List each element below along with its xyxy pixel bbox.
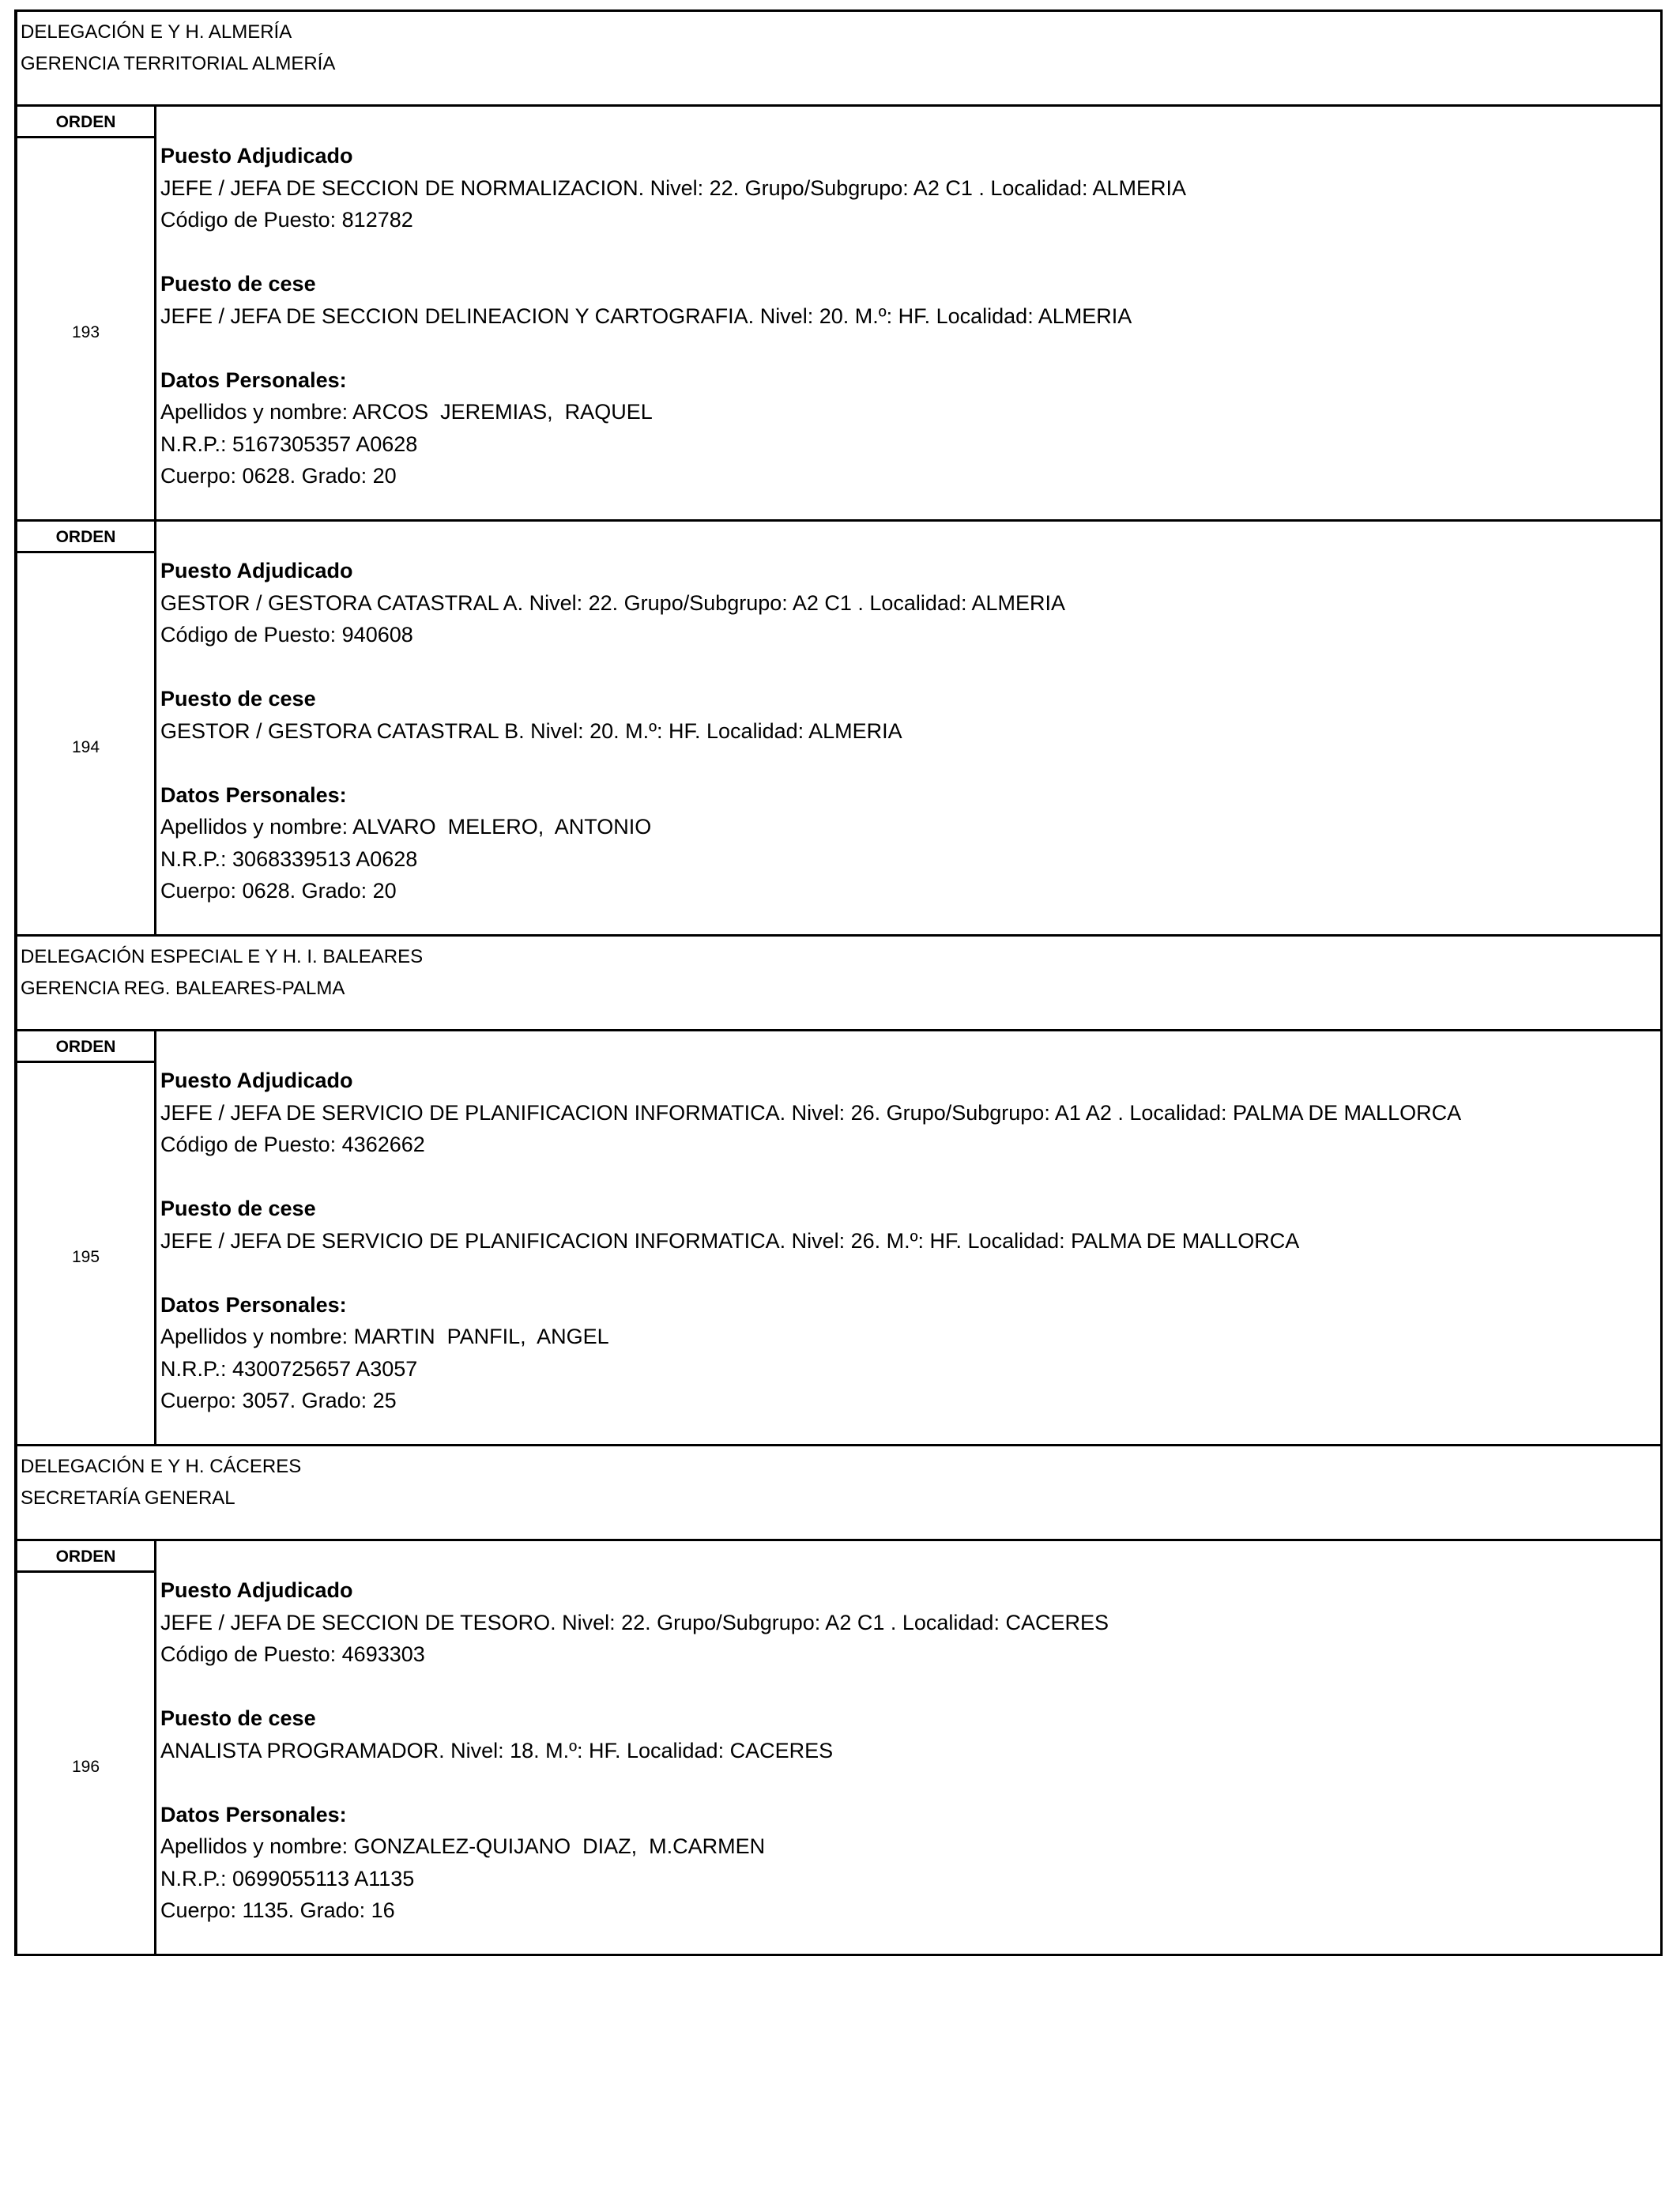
puesto-adjudicado-text: JEFE / JEFA DE SECCION DE NORMALIZACION. Nivel: 22. Grupo/Subgrupo: A2 C1 . Localidad: ALMERIA [160, 175, 1186, 200]
orden-label: ORDEN [17, 1031, 154, 1063]
datos-personales-heading: Datos Personales: [160, 368, 347, 392]
puesto-adjudicado-text: JEFE / JEFA DE SECCION DE TESORO. Nivel: 22. Grupo/Subgrupo: A2 C1 . Localidad: CACERES [160, 1610, 1109, 1634]
orden-label: ORDEN [17, 1541, 154, 1573]
codigo-puesto: Código de Puesto: 812782 [160, 208, 413, 232]
puesto-cese-text: ANALISTA PROGRAMADOR. Nivel: 18. M.º: HF. Localidad: CACERES [160, 1738, 834, 1762]
delegacion-name: DELEGACIÓN ESPECIAL E Y H. I. BALEARES [21, 946, 424, 967]
record-row [17, 1031, 1660, 1446]
record-details [156, 1541, 1660, 1954]
orden-column [17, 1031, 156, 1444]
orden-label: ORDEN [17, 107, 154, 138]
cuerpo-grado: Cuerpo: 0628. Grado: 20 [160, 464, 397, 488]
puesto-cese-text: JEFE / JEFA DE SERVICIO DE PLANIFICACION INFORMATICA. Nivel: 26. M.º: HF. Localidad: PALMA DE MALLORCA [160, 1228, 1300, 1253]
puesto-adjudicado-text: GESTOR / GESTORA CATASTRAL A. Nivel: 22. Grupo/Subgrupo: A2 C1 . Localidad: ALMERIA [160, 590, 1066, 615]
puesto-adjudicado-heading: Puesto Adjudicado [160, 559, 353, 582]
codigo-puesto: Código de Puesto: 4693303 [160, 1642, 425, 1666]
record-row [17, 522, 1660, 937]
delegacion-name: DELEGACIÓN E Y H. CÁCERES [21, 1456, 302, 1477]
delegacion-name: DELEGACIÓN E Y H. ALMERÍA [21, 21, 292, 43]
puesto-cese-text: GESTOR / GESTORA CATASTRAL B. Nivel: 20. M.º: HF. Localidad: ALMERIA [160, 718, 902, 743]
orden-column [17, 1541, 156, 1954]
cuerpo-grado: Cuerpo: 3057. Grado: 25 [160, 1389, 397, 1412]
datos-personales-heading: Datos Personales: [160, 782, 347, 807]
orden-number: 193 [71, 323, 100, 341]
section-header [17, 12, 1660, 107]
orden-number: 195 [71, 1248, 100, 1266]
cuerpo-grado: Cuerpo: 1135. Grado: 16 [160, 1898, 395, 1922]
puesto-cese-heading: Puesto de cese [160, 1197, 316, 1220]
record-row [17, 107, 1660, 522]
orden-number: 196 [71, 1758, 100, 1776]
gerencia-name: GERENCIA TERRITORIAL ALMERÍA [21, 53, 336, 74]
gerencia-name: GERENCIA REG. BALEARES-PALMA [21, 978, 345, 999]
codigo-puesto: Código de Puesto: 940608 [160, 623, 413, 647]
codigo-puesto: Código de Puesto: 4362662 [160, 1133, 425, 1156]
puesto-cese-heading: Puesto de cese [160, 272, 316, 296]
section-header [17, 937, 1660, 1031]
puesto-adjudicado-heading: Puesto Adjudicado [160, 144, 353, 168]
nrp: N.R.P.: 3068339513 A0628 [160, 846, 418, 871]
cuerpo-grado: Cuerpo: 0628. Grado: 20 [160, 879, 397, 903]
datos-personales-heading: Datos Personales: [160, 1292, 347, 1317]
record-row [17, 1541, 1660, 1956]
nrp: N.R.P.: 0699055113 A1135 [160, 1866, 415, 1891]
record-details [156, 107, 1660, 519]
orden-column [17, 107, 156, 519]
nrp: N.R.P.: 5167305357 A0628 [160, 432, 418, 456]
section-header [17, 1446, 1660, 1541]
record-details [156, 1031, 1660, 1444]
orden-label: ORDEN [17, 522, 154, 553]
orden-number: 194 [71, 738, 100, 756]
apellidos-nombre: Apellidos y nombre: MARTIN PANFIL, ANGEL [160, 1325, 609, 1348]
puesto-cese-heading: Puesto de cese [160, 687, 316, 711]
record-details [156, 522, 1660, 934]
apellidos-nombre: Apellidos y nombre: ALVARO MELERO, ANTONIO [160, 815, 652, 839]
document-table [14, 9, 1663, 1956]
puesto-adjudicado-heading: Puesto Adjudicado [160, 1578, 353, 1602]
puesto-adjudicado-text: JEFE / JEFA DE SERVICIO DE PLANIFICACION INFORMATICA. Nivel: 26. Grupo/Subgrupo: A1 A2 . Localidad: PALMA DE MALLORCA [160, 1100, 1462, 1125]
puesto-adjudicado-heading: Puesto Adjudicado [160, 1069, 353, 1092]
apellidos-nombre: Apellidos y nombre: ARCOS JEREMIAS, RAQUEL [160, 400, 653, 424]
datos-personales-heading: Datos Personales: [160, 1802, 347, 1826]
puesto-cese-heading: Puesto de cese [160, 1706, 316, 1730]
orden-column [17, 522, 156, 934]
gerencia-name: SECRETARÍA GENERAL [21, 1487, 235, 1509]
apellidos-nombre: Apellidos y nombre: GONZALEZ-QUIJANO DIAZ, M.CARMEN [160, 1834, 766, 1858]
puesto-cese-text: JEFE / JEFA DE SECCION DELINEACION Y CARTOGRAFIA. Nivel: 20. M.º: HF. Localidad: ALMERIA [160, 303, 1132, 328]
nrp: N.R.P.: 4300725657 A3057 [160, 1356, 418, 1381]
